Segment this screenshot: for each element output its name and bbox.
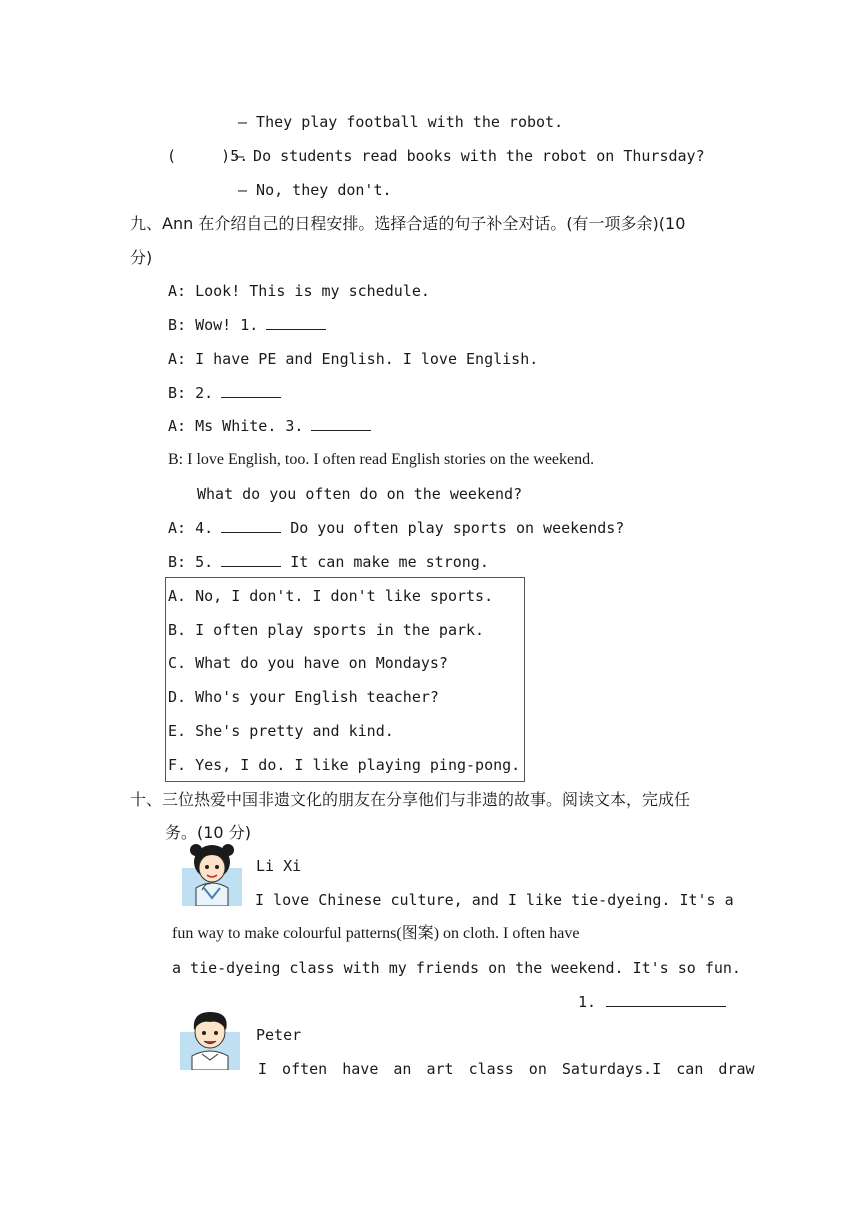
option-e: E. She's pretty and kind. (168, 722, 394, 740)
answer-blank-4[interactable] (221, 518, 281, 533)
dialogue-line-6: B: I love English, too. I often read English stories on the weekend. (168, 451, 595, 468)
dialogue-line-9 (168, 552, 489, 572)
option-b: B. I often play sports in the park. (168, 621, 485, 639)
dialogue-line-2-text: B: Wow! 1. (168, 316, 259, 334)
person1-text-line1: I love Chinese culture, and I like tie-dyeing. It's a (255, 891, 734, 909)
person1-text-line2: fun way to make colourful patterns(图案) on cloth. I often have (172, 925, 580, 942)
q9-title-cont: 分) (130, 248, 153, 267)
q8-question5: — Do students read books with the robot on Thursday? (235, 147, 705, 165)
q10-title: 十、三位热爱中国非遗文化的朋友在分享他们与非遗的故事。阅读文本，完成任 (130, 790, 691, 809)
dialogue-line-8 (168, 518, 624, 538)
dialogue-line-2 (168, 315, 326, 335)
answer1-label: 1. (578, 993, 597, 1011)
answer-blank-1[interactable] (266, 315, 326, 330)
answer-blank-3[interactable] (311, 416, 371, 431)
answer1-blank[interactable] (606, 992, 726, 1007)
options-box (165, 577, 525, 782)
answer1-line (578, 992, 726, 1012)
dialogue-line-7: What do you often do on the weekend? (197, 485, 523, 503)
dialogue-line-5 (168, 416, 371, 436)
answer-blank-2[interactable] (221, 383, 281, 398)
option-c: C. What do you have on Mondays? (168, 654, 448, 672)
boy-avatar-icon (180, 1006, 240, 1070)
option-f: F. Yes, I do. I like playing ping-pong. (168, 756, 521, 774)
person1-name: Li Xi (256, 857, 302, 875)
q8-bracket-5[interactable]: ( )5. (167, 147, 249, 165)
dialogue-line-4 (168, 383, 281, 403)
answer-blank-5[interactable] (221, 552, 281, 567)
option-a: A. No, I don't. I don't like sports. (168, 587, 494, 605)
dialogue-line-4-text: B: 2. (168, 384, 214, 402)
girl-avatar-icon (182, 842, 242, 906)
dialogue-line-9-reason: It can make me strong. (290, 553, 489, 571)
q8-answer5: — No, they don't. (238, 181, 392, 199)
option-d: D. Who's your English teacher? (168, 688, 439, 706)
q10-title-cont: 务。(10 分) (165, 823, 251, 842)
person2-text-line1: I often have an art class on Saturdays.I can draw (258, 1060, 755, 1078)
dialogue-line-5-text: A: Ms White. 3. (168, 417, 304, 435)
dialogue-line-9-text: B: 5. (168, 553, 214, 571)
dialogue-line-3: A: I have PE and English. I love English. (168, 350, 539, 368)
dialogue-line-1: A: Look! This is my schedule. (168, 282, 430, 300)
person1-text-line3: a tie-dyeing class with my friends on the weekend. It's so fun. (172, 959, 741, 977)
person2-name: Peter (256, 1026, 302, 1044)
q8-answer4: — They play football with the robot. (238, 113, 564, 131)
dialogue-line-8-question: Do you often play sports on weekends? (290, 519, 625, 537)
dialogue-line-8-text: A: 4. (168, 519, 214, 537)
q9-title: 九、Ann 在介绍自己的日程安排。选择合适的句子补全对话。(有一项多余)(10 (130, 214, 686, 233)
